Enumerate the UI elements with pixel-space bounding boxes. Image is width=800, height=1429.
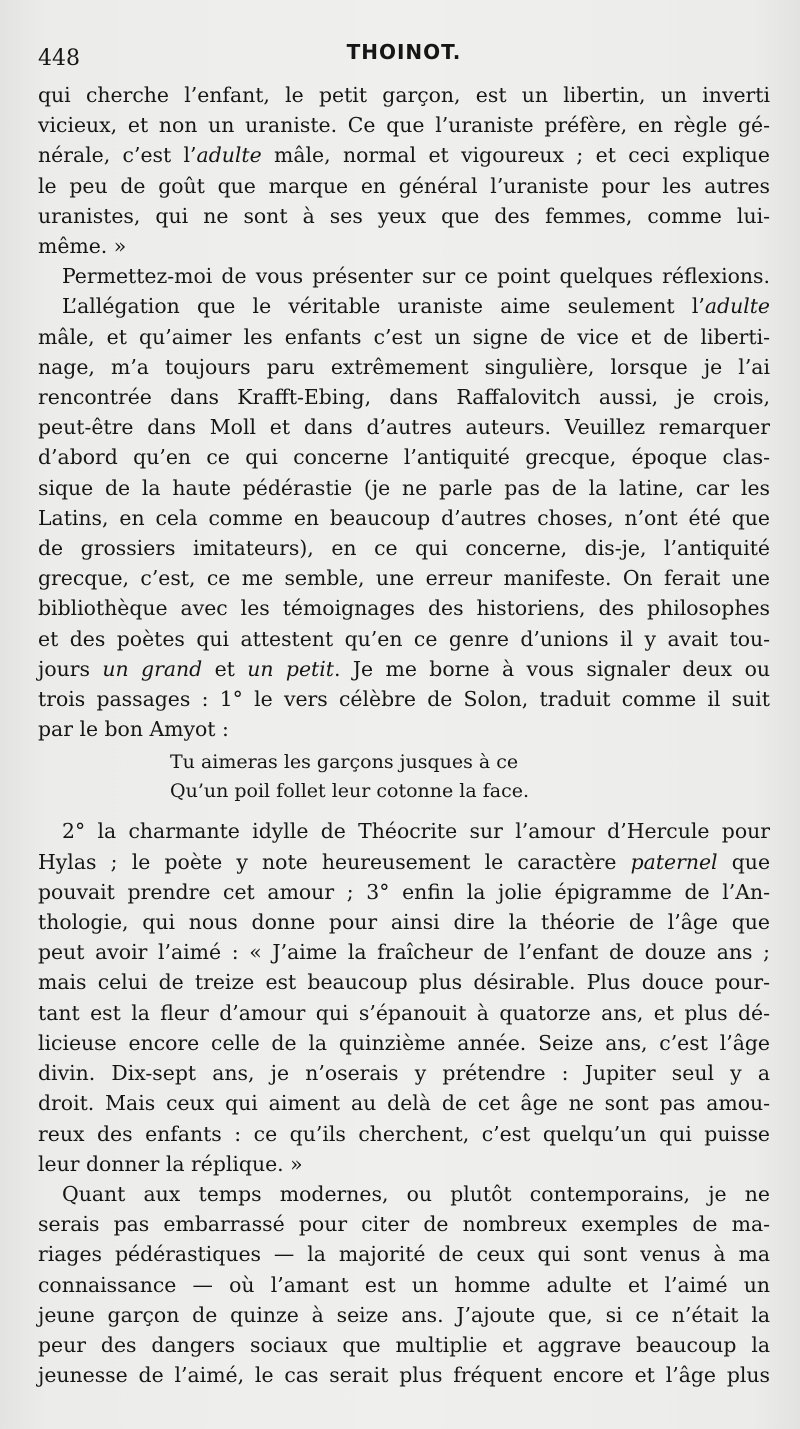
text-line: divin. Dix-sept ans, je n’oserais y prétendre : Jupiter seul y a	[38, 1061, 770, 1086]
text-line: pouvait prendre cet amour ; 3° enfin la jolie épigramme de l’An-	[38, 879, 770, 904]
text-line: Permettez-moi de vous présenter sur ce point quelques réflexions.	[62, 264, 770, 289]
text-line: de grossiers imitateurs), en ce qui concerne, dis-je, l’antiquité	[38, 536, 770, 561]
page-number: 448	[38, 46, 80, 71]
body-text	[38, 80, 770, 1390]
text-line: Quant aux temps modernes, ou plutôt contemporains, je ne	[62, 1181, 770, 1206]
text-line: Latins, en cela comme en beaucoup d’autres choses, n’ont été que	[38, 505, 770, 530]
verse-line: Qu’un poil follet leur cotonne la face.	[170, 780, 530, 803]
text-line: trois passages : 1° le vers célèbre de Solon, traduit comme il suit	[38, 687, 770, 712]
text-line: connaissance — où l’amant est un homme adulte et l’aimé un	[38, 1272, 770, 1297]
text-line: riages pédérastiques — la majorité de ceux qui sont venus à ma	[38, 1242, 770, 1267]
running-head: THOINOT.	[346, 40, 462, 64]
text-line: leur donner la réplique. »	[38, 1151, 303, 1176]
text-line: droit. Mais ceux qui aiment au delà de cet âge ne sont pas amou-	[38, 1091, 770, 1116]
text-line: thologie, qui nous donne pour ainsi dire la théorie de l’âge que	[38, 910, 770, 935]
text-line: jeune garçon de quinze à seize ans. J’ajoute que, si ce n’était la	[38, 1302, 770, 1327]
text-line: tant est la fleur d’amour qui s’épanouit à quatorze ans, et plus dé-	[38, 1000, 770, 1025]
text-line: uranistes, qui ne sont à ses yeux que des femmes, comme lui-	[38, 203, 770, 228]
text-line: reux des enfants : ce qu’ils cherchent, c’est quelqu’un qui puisse	[38, 1121, 770, 1146]
text-line: par le bon Amyot :	[38, 717, 229, 742]
text-line: mais celui de treize est beaucoup plus désirable. Plus douce pour-	[38, 970, 770, 995]
text-line: même. »	[38, 234, 127, 259]
text-line: peut avoir l’aimé : « J’aime la fraîcheur de l’enfant de douze ans ;	[38, 940, 770, 965]
text-line: et des poètes qui attestent qu’en ce genre d’unions il y avait tou-	[38, 626, 770, 651]
text-line: grecque, c’est, ce me semble, une erreur manifeste. On ferait une	[38, 566, 770, 591]
text-line: qui cherche l’enfant, le petit garçon, est un libertin, un inverti	[38, 83, 770, 107]
text-line: L’allégation que le véritable uraniste aime seulement l’adulte	[62, 294, 770, 319]
text-line: peut-être dans Moll et dans d’autres auteurs. Veuillez remarquer	[38, 415, 770, 440]
text-line: 2° la charmante idylle de Théocrite sur l’amour d’Hercule pour	[62, 819, 770, 844]
text-line: serais pas embarrassé pour citer de nombreux exemples de ma-	[38, 1212, 770, 1237]
text-line: licieuse encore celle de la quinzième année. Seize ans, c’est l’âge	[38, 1030, 770, 1055]
verse-quotation	[170, 744, 770, 816]
text-line: mâle, et qu’aimer les enfants c’est un signe de vice et de liberti-	[38, 324, 770, 349]
text-line: Hylas ; le poète y note heureusement le caractère paternel que	[38, 849, 771, 874]
page-header	[38, 36, 770, 80]
text-line: sique de la haute pédérastie (je ne parle pas de la latine, car les	[38, 475, 770, 500]
text-line: rencontrée dans Krafft-Ebing, dans Raffalovitch aussi, je crois,	[38, 385, 770, 410]
text-line: vicieux, et non un uraniste. Ce que l’uraniste préfère, en règle gé-	[38, 113, 770, 138]
text-line: nérale, c’est l’adulte mâle, normal et vigoureux ; et ceci explique	[38, 143, 770, 168]
text-line: nage, m’a toujours paru extrêmement singulière, lorsque je l’ai	[38, 354, 770, 379]
text-line: jeunesse de l’aimé, le cas serait plus fréquent encore et l’âge plus	[38, 1363, 770, 1388]
text-line: bibliothèque avec les témoignages des historiens, des philosophes	[38, 596, 770, 621]
text-line: jours un grand et un petit. Je me borne à vous signaler deux ou	[38, 656, 770, 681]
text-line: d’abord qu’en ce qui concerne l’antiquité grecque, époque clas-	[38, 445, 770, 470]
text-line: peur des dangers sociaux que multiplie et aggrave beaucoup la	[38, 1332, 770, 1357]
text-line: le peu de goût que marque en général l’uraniste pour les autres	[38, 173, 770, 198]
verse-line: Tu aimeras les garçons jusques à ce	[170, 751, 519, 774]
